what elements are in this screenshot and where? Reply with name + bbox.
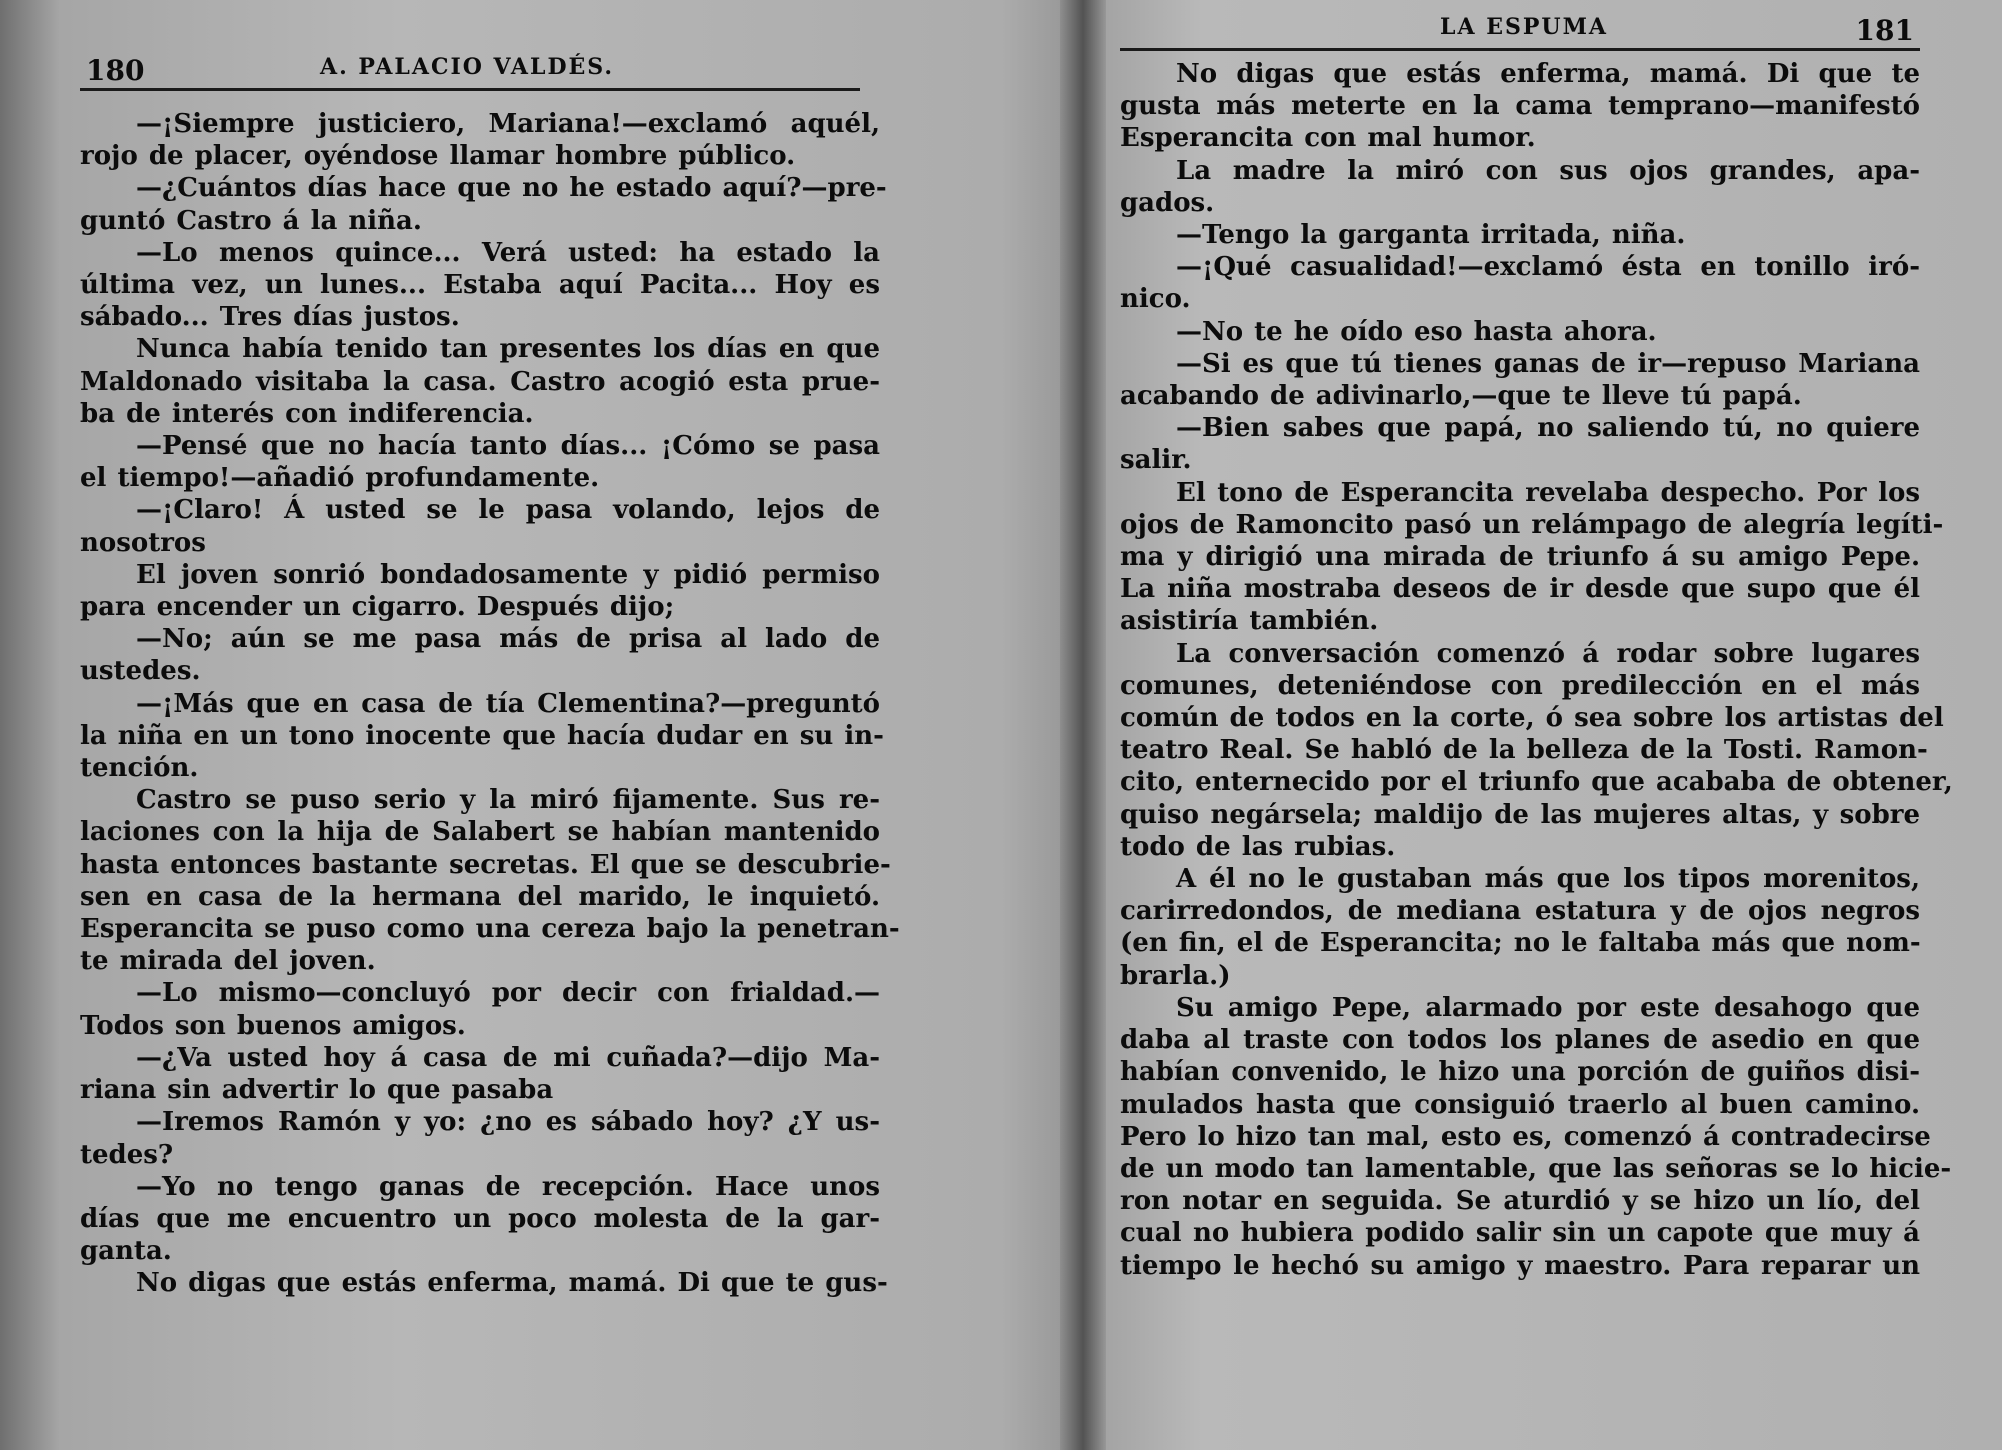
text-line: sen en casa de la hermana del marido, le inquietó.: [80, 881, 880, 912]
text-line: mulados hasta que consiguió traerlo al buen camino.: [1120, 1089, 1920, 1120]
text-line: el tiempo!—añadió profundamente.: [80, 463, 600, 494]
text-line: —¿Va usted hoy á casa de mi cuñada?—dijo Ma-: [136, 1042, 880, 1073]
text-line: te mirada del joven.: [80, 946, 376, 977]
text-line: acabando de adivinarlo,—que te lleve tú papá.: [1120, 381, 1802, 412]
text-line: gados.: [1120, 187, 1215, 218]
text-line: Su amigo Pepe, alarmado por este desahogo que: [1176, 992, 1920, 1023]
right-page: [1080, 0, 2002, 1450]
text-line: Pero lo hizo tan mal, esto es, comenzó á contradecirse: [1120, 1121, 1931, 1152]
text-line: ganta.: [80, 1236, 172, 1267]
text-line: La niña mostraba deseos de ir desde que supo que él: [1120, 574, 1920, 605]
text-line: —Iremos Ramón y yo: ¿no es sábado hoy? ¿Y us-: [136, 1107, 880, 1138]
text-line: cual no hubiera podido salir sin un capote que muy á: [1120, 1218, 1920, 1249]
text-line: —Yo no tengo ganas de recepción. Hace unos: [136, 1171, 880, 1202]
text-line: laciones con la hija de Salabert se habían mantenido: [80, 817, 880, 848]
right-running-title: LA ESPUMA: [1440, 14, 1609, 40]
text-line: ustedes.: [80, 656, 201, 687]
text-line: para encender un cigarro. Después dijo;: [80, 592, 675, 623]
text-line: Esperancita con mal humor.: [1120, 123, 1536, 154]
text-line: brarla.): [1120, 960, 1231, 991]
text-line: La madre la miró con sus ojos grandes, apa-: [1176, 155, 1920, 186]
text-line: Maldonado visitaba la casa. Castro acogió esta prue-: [80, 366, 880, 397]
text-line: común de todos en la corte, ó sea sobre los artistas del: [1120, 703, 1944, 734]
left-page-header: [80, 48, 860, 91]
text-line: gusta más meterte en la cama temprano—manifestó: [1120, 91, 1920, 122]
right-page-header: [1120, 8, 1920, 51]
right-page-number: 181: [1855, 14, 1914, 47]
text-line: sábado... Tres días justos.: [80, 302, 460, 333]
text-line: teatro Real. Se habló de la belleza de la Tosti. Ramon-: [1120, 735, 1928, 766]
left-page-number: 180: [86, 54, 145, 87]
text-line: Esperancita se puso como una cereza bajo la penetran-: [80, 914, 900, 945]
text-line: Todos son buenos amigos.: [80, 1010, 466, 1041]
text-line: —Lo mismo—concluyó por decir con frialdad.—: [136, 978, 880, 1009]
text-line: nico.: [1120, 284, 1191, 315]
text-line: A él no le gustaban más que los tipos morenitos,: [1176, 864, 1920, 895]
text-line: de un modo tan lamentable, que las señoras se lo hicie-: [1120, 1153, 1952, 1184]
right-page-body: [1120, 58, 1953, 1282]
text-line: riana sin advertir lo que pasaba: [80, 1075, 554, 1106]
text-line: —¿Cuántos días hace que no he estado aquí?—pre-: [136, 173, 887, 204]
text-line: —Bien sabes que papá, no saliendo tú, no quiere: [1176, 413, 1920, 444]
text-line: No digas que estás enferma, mamá. Di que te gus-: [136, 1268, 888, 1299]
text-line: todo de las rubias.: [1120, 831, 1396, 862]
text-line: —No; aún se me pasa más de prisa al lado de: [136, 624, 880, 655]
text-line: Castro se puso serio y la miró fijamente. Sus re-: [136, 785, 880, 816]
text-line: tedes?: [80, 1139, 174, 1170]
text-line: —¡Siempre justiciero, Mariana!—exclamó aquél,: [136, 109, 880, 139]
text-line: hasta entonces bastante secretas. El que se descubrie-: [80, 849, 891, 880]
text-line: El tono de Esperancita revelaba despecho. Por los: [1176, 477, 1920, 508]
text-line: daba al traste con todos los planes de asedio en que: [1120, 1025, 1920, 1056]
text-line: ojos de Ramoncito pasó un relámpago de alegría legíti-: [1120, 509, 1944, 540]
text-line: No digas que estás enferma, mamá. Di que te: [1176, 59, 1920, 89]
text-line: —¡Qué casualidad!—exclamó ésta en tonillo iró-: [1176, 252, 1920, 283]
text-line: habían convenido, le hizo una porción de guiños disi-: [1120, 1057, 1920, 1088]
left-running-title: A. PALACIO VALDÉS.: [320, 54, 615, 80]
text-line: —¡Claro! Á usted se le pasa volando, lejos de: [136, 495, 880, 526]
text-line: última vez, un lunes... Estaba aquí Pacita... Hoy es: [80, 270, 880, 301]
text-line: tención.: [80, 753, 199, 784]
text-line: La conversación comenzó á rodar sobre lugares: [1176, 638, 1920, 669]
left-page-body: [80, 108, 900, 1300]
text-line: Nunca había tenido tan presentes los días en que: [136, 334, 880, 365]
text-line: cito, enternecido por el triunfo que acababa de obtener,: [1120, 767, 1953, 798]
text-line: nosotros: [80, 527, 206, 558]
text-line: —No te he oído eso hasta ahora.: [1176, 316, 1657, 347]
text-line: El joven sonrió bondadosamente y pidió permiso: [136, 559, 880, 590]
text-line: quiso negársela; maldijo de las mujeres altas, y sobre: [1120, 799, 1920, 830]
text-line: la niña en un tono inocente que hacía dudar en su in-: [80, 720, 884, 751]
text-line: asistiría también.: [1120, 606, 1379, 637]
text-line: carirredondos, de mediana estatura y de ojos negros: [1120, 896, 1920, 927]
text-line: guntó Castro á la niña.: [80, 205, 422, 236]
text-line: —Tengo la garganta irritada, niña.: [1176, 220, 1686, 251]
text-line: ma y dirigió una mirada de triunfo á su amigo Pepe.: [1120, 542, 1920, 573]
text-line: ron notar en seguida. Se aturdió y se hizo un lío, del: [1120, 1186, 1920, 1217]
text-line: ba de interés con indiferencia.: [80, 398, 534, 429]
text-line: —Pensé que no hacía tanto días... ¡Cómo se pasa: [136, 431, 880, 462]
text-line: tiempo le hechó su amigo y maestro. Para reparar un: [1120, 1250, 1920, 1281]
text-line: —Si es que tú tienes ganas de ir—repuso Mariana: [1176, 348, 1920, 379]
text-line: —Lo menos quince... Verá usted: ha estado la: [136, 237, 880, 268]
text-line: rojo de placer, oyéndose llamar hombre público.: [80, 141, 796, 172]
text-line: días que me encuentro un poco molesta de la gar-: [80, 1203, 880, 1234]
text-line: comunes, deteniéndose con predilección en el más: [1120, 670, 1920, 701]
text-line: salir.: [1120, 445, 1192, 476]
text-line: (en fin, el de Esperancita; no le faltaba más que nom-: [1120, 928, 1921, 959]
text-line: —¡Más que en casa de tía Clementina?—preguntó: [136, 688, 880, 719]
